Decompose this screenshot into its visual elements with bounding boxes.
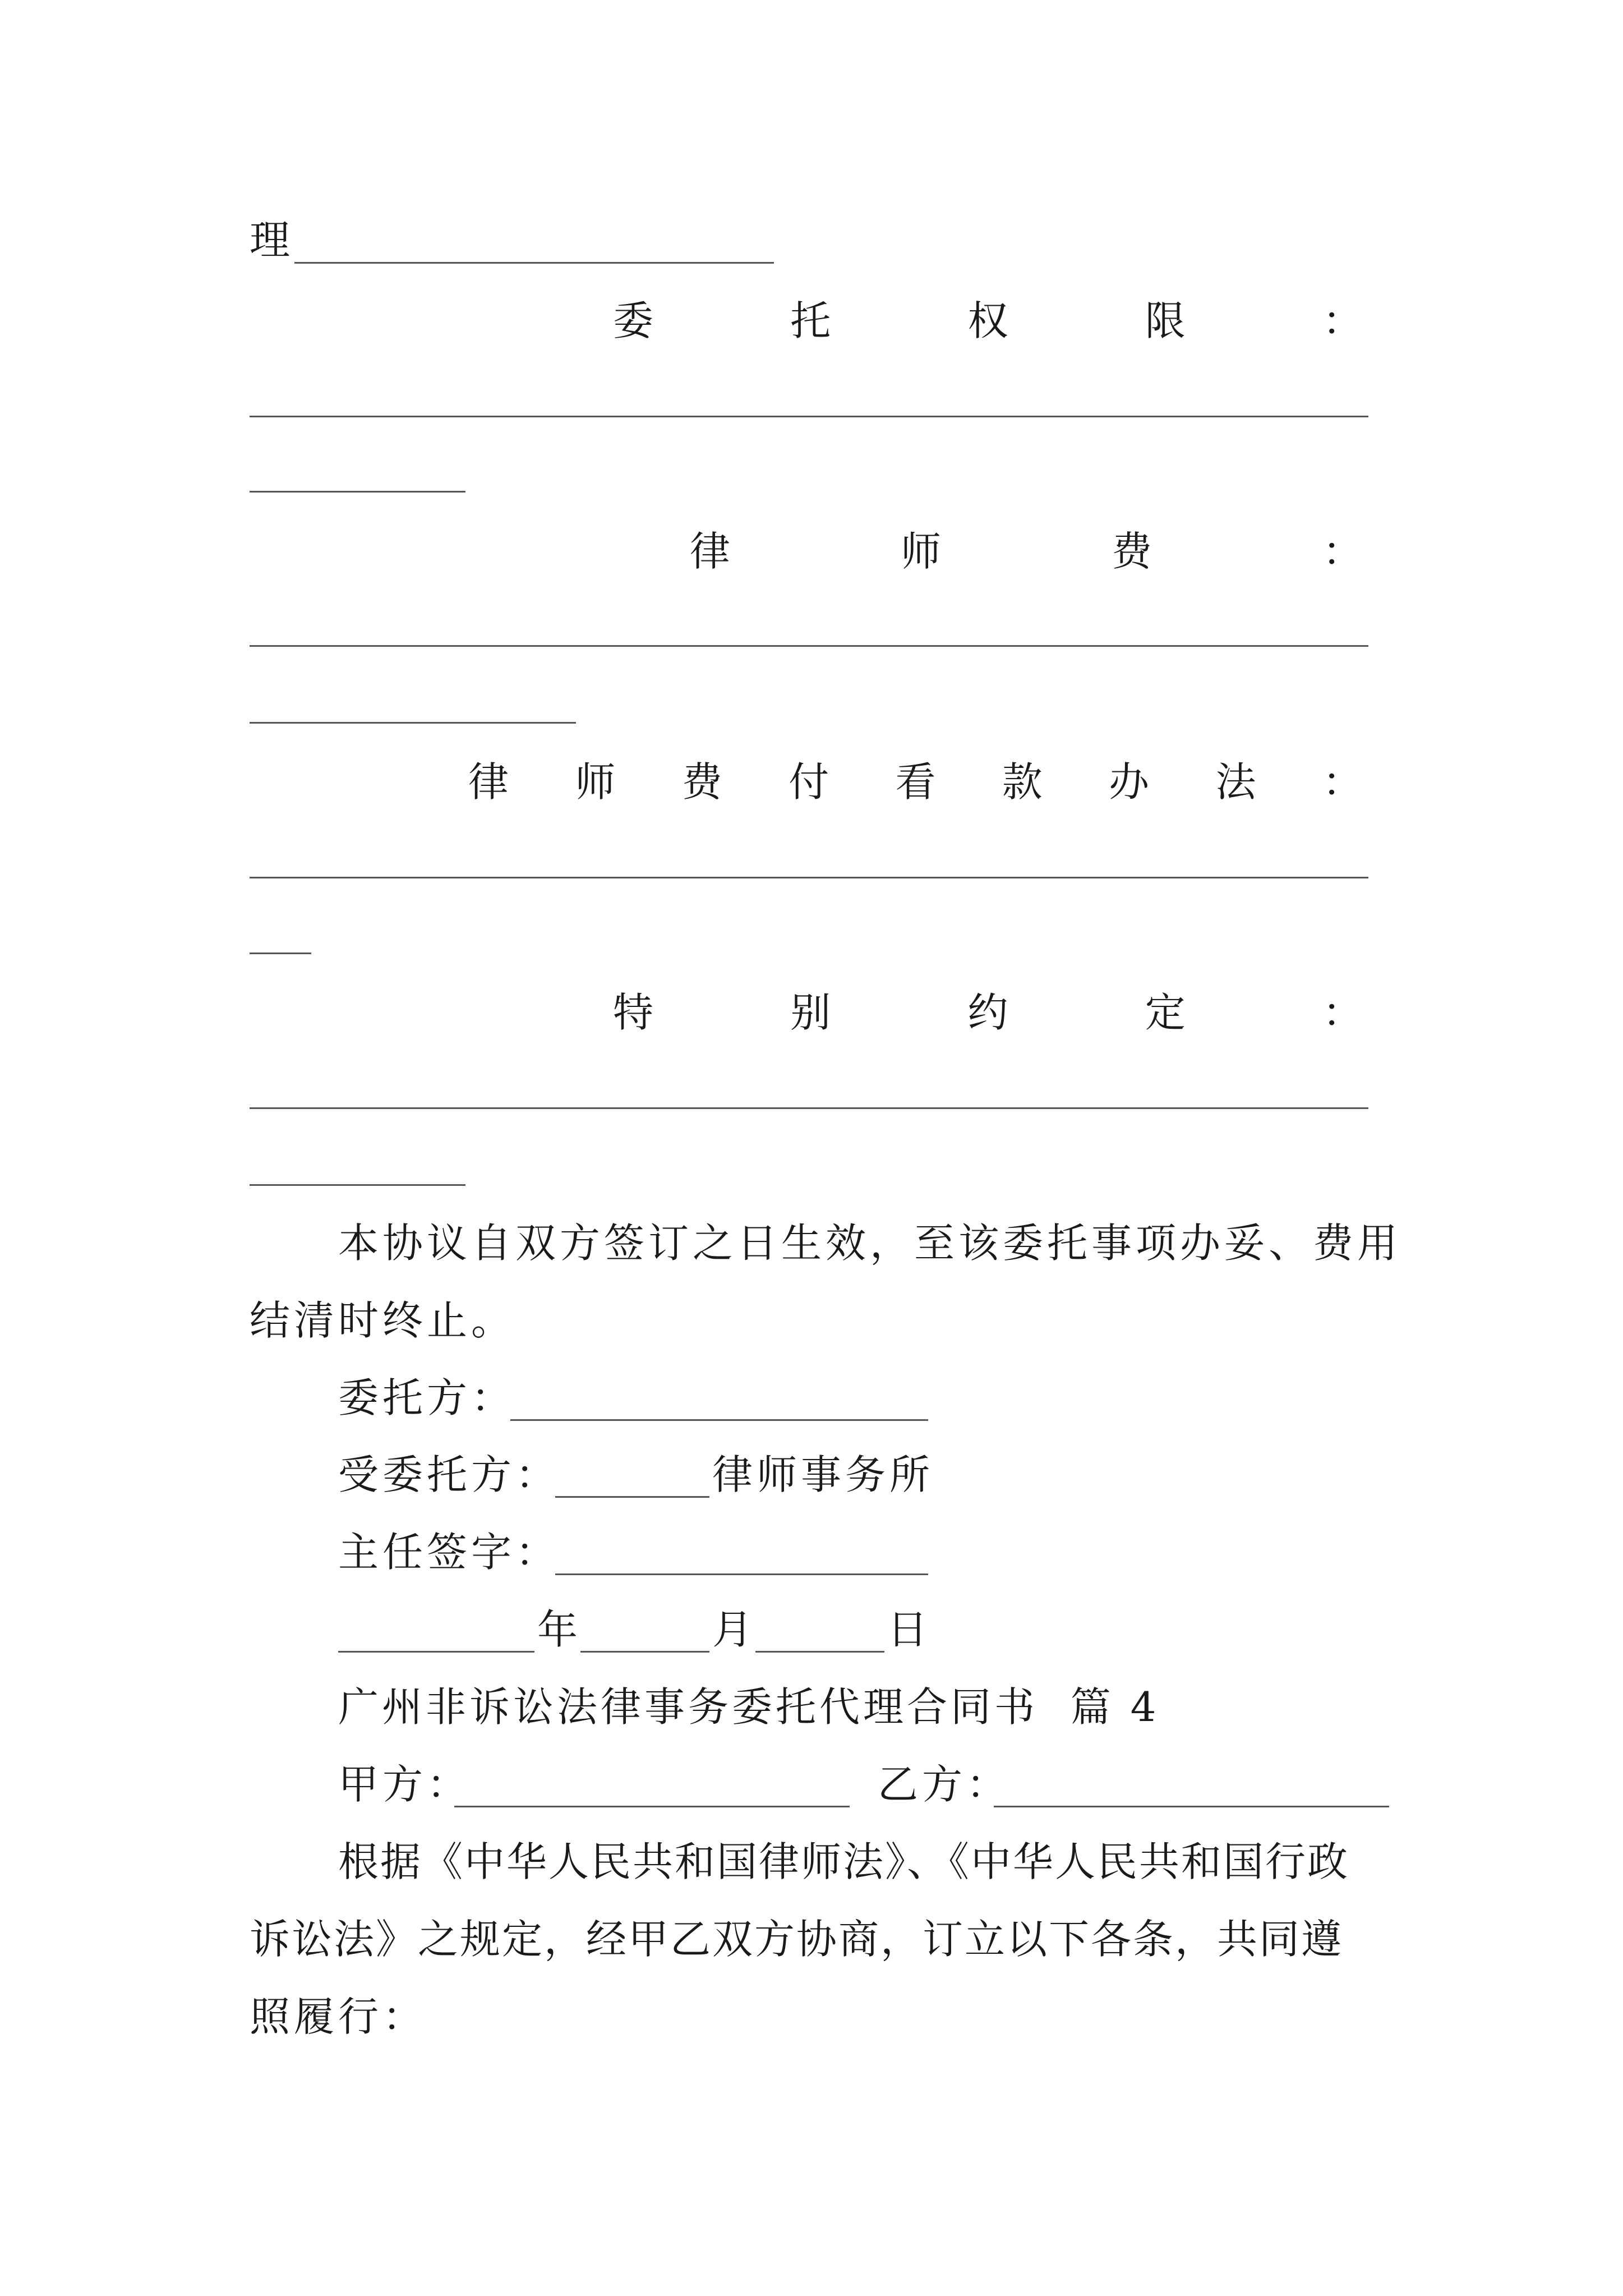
blank-line [250,953,311,954]
trustee-suffix: 律师事务所 [712,1451,934,1498]
basis-line3: 照履行： [250,1993,427,2040]
basis-line1: 根据《中华人民共和国律师法》、《中华人民共和国行政 [338,1838,1350,1885]
heading-authority: 委 托 权 限 ： [613,297,1363,344]
heading-payment: 律 师 费 付 看 款 办 法 ： [468,758,1363,806]
blank-line [250,1184,465,1186]
date-month: 月 [712,1606,753,1653]
party-b-label: 乙方： [878,1761,1011,1808]
section-title: 广州非诉讼法律事务委托代理合同书 篇 4 [338,1683,1160,1731]
blank-line [250,877,1368,878]
blank-line [250,491,465,493]
top-word: 理 [250,217,291,264]
director-signature-label: 主任签字： [338,1529,560,1576]
trustee-label: 受委托方： [338,1451,560,1498]
blank-line [250,1107,1368,1109]
party-b-line [994,1806,1389,1807]
year-blank-line [338,1651,534,1653]
party-a-line [454,1806,850,1807]
heading-special: 特 别 约 定 ： [613,989,1363,1036]
effect-clause-line1: 本协议自双方签订之日生效，至该委托事项办妥、费用 [338,1220,1402,1267]
blank-line [294,262,774,264]
day-blank-line [755,1651,884,1653]
client-label: 委托方： [338,1374,516,1421]
date-day: 日 [887,1606,928,1653]
date-year: 年 [537,1606,578,1653]
blank-line [250,722,576,724]
month-blank-line [580,1651,709,1653]
heading-fee: 律 师 费 ： [690,528,1363,575]
blank-line [250,416,1368,417]
trustee-blank-line [555,1496,709,1498]
client-signature-line [510,1419,928,1421]
blank-line [250,645,1368,647]
party-a-label: 甲方： [338,1761,472,1808]
basis-line2: 诉讼法》之规定，经甲乙双方协商，订立以下各条，共同遵 [250,1916,1344,1963]
director-signature-line [555,1573,928,1575]
effect-clause-line2: 结清时终止。 [250,1297,516,1344]
